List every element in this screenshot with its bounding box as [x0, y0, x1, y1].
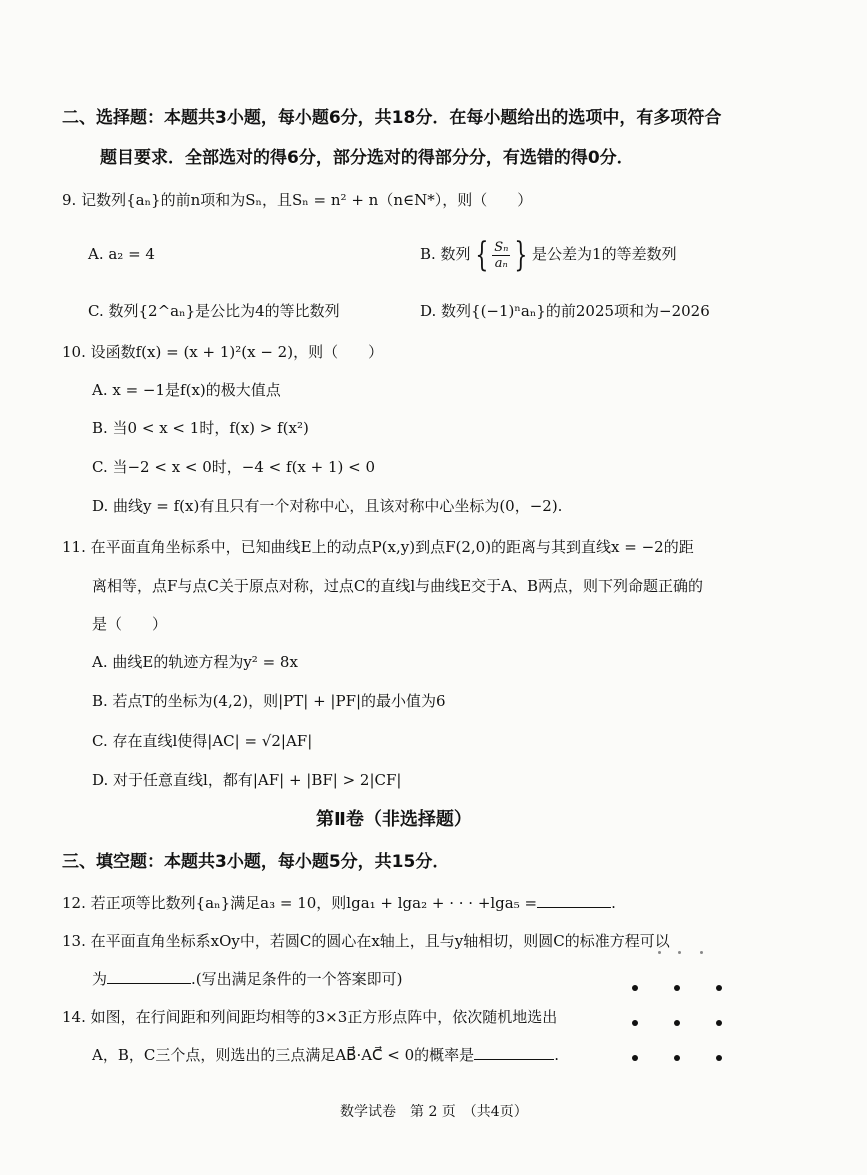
q14-suffix: .	[554, 1046, 559, 1064]
q10-stem: 10. 设函数f(x) = (x + 1)²(x − 2)，则（ ）	[62, 343, 384, 361]
lattice-dot	[674, 1055, 680, 1061]
lattice-dot	[716, 1020, 722, 1026]
q11-option-c: C. 存在直线l使得|AC| = √2|AF|	[92, 732, 313, 750]
lattice-dot	[632, 1055, 638, 1061]
lattice-dot	[632, 985, 638, 991]
part2-title: 第Ⅱ卷（非选择题）	[316, 809, 472, 830]
q10-option-d: D. 曲线y = f(x)有且只有一个对称中心，且该对称中心坐标为(0，−2).	[92, 497, 563, 515]
q12-text	[62, 893, 616, 913]
q11-option-b: B. 若点T的坐标为(4,2)，则|PT| + |PF|的最小值为6	[92, 692, 446, 710]
q9-option-a: A. a₂ = 4	[88, 245, 155, 263]
q9-option-d: D. 数列{(−1)ⁿaₙ}的前2025项和为−2026	[420, 302, 710, 320]
q11-option-d: D. 对于任意直线l，都有|AF| + |BF| > 2|CF|	[92, 771, 402, 789]
q13-answer-blank	[107, 969, 191, 984]
q9-stem: 9. 记数列{aₙ}的前n项和为Sₙ，且Sₙ = n² + n（n∈N*），则（ ）	[62, 191, 533, 209]
lattice-dot	[632, 1020, 638, 1026]
scan-speck	[700, 951, 703, 954]
q12-stem: 12. 若正项等比数列{aₙ}满足a₃ = 10，则lga₁ + lga₂ + · · · +lga₅ =	[62, 894, 538, 912]
q12-answer-blank	[537, 893, 611, 908]
q11-stem-line2: 离相等，点F与点C关于原点对称，过点C的直线l与曲线E交于A、B两点，则下列命题正确的	[92, 577, 703, 595]
lattice-dot	[716, 1055, 722, 1061]
q9-option-b-suffix: 是公差为1的等差数列	[532, 245, 677, 263]
q10-option-c: C. 当−2 < x < 0时，−4 < f(x + 1) < 0	[92, 458, 376, 476]
section2-heading-line1: 二、选择题：本题共3小题，每小题6分，共18分．在每小题给出的选项中，有多项符合	[62, 108, 722, 128]
q11-option-a: A. 曲线E的轨迹方程为y² = 8x	[92, 653, 298, 671]
section3-heading: 三、填空题：本题共3小题，每小题5分，共15分．	[62, 852, 450, 872]
page-footer: 数学试卷 第 2 页 （共4页）	[340, 1104, 528, 1120]
q11-stem-line3: 是（ ）	[92, 615, 168, 633]
q10-option-a: A. x = −1是f(x)的极大值点	[92, 381, 281, 399]
q9-option-b	[420, 235, 677, 275]
q9-option-c: C. 数列{2^aₙ}是公比为4的等比数列	[88, 302, 340, 320]
q13-suffix: .(写出满足条件的一个答案即可)	[191, 970, 403, 988]
q14-stem-line2	[92, 1045, 559, 1065]
q13-prefix: 为	[92, 970, 108, 988]
lattice-dot	[716, 985, 722, 991]
section2-heading-line2: 题目要求．全部选对的得6分，部分选对的得部分分，有选错的得0分．	[100, 148, 634, 168]
q14-stem-line1: 14. 如图，在行间距和列间距均相等的3×3正方形点阵中，依次随机地选出	[62, 1008, 558, 1026]
fraction-denominator: aₙ	[494, 255, 508, 271]
q11-stem-line1: 11. 在平面直角坐标系中，已知曲线E上的动点P(x,y)到点F(2,0)的距离与其到直线x = −2的距	[62, 538, 694, 556]
left-brace: {	[474, 235, 488, 275]
q14-prefix: A，B，C三个点，则选出的三点满足AB⃗·AC⃗ < 0的概率是	[92, 1046, 475, 1064]
fraction-numerator: Sₙ	[494, 239, 509, 255]
scan-speck	[678, 951, 681, 954]
q14-answer-blank	[474, 1045, 554, 1060]
lattice-dot	[674, 985, 680, 991]
scan-speck	[658, 951, 661, 954]
q13-stem-line1: 13. 在平面直角坐标系xOy中，若圆C的圆心在x轴上，且与y轴相切，则圆C的标准方程可以	[62, 932, 670, 950]
q12-end: .	[611, 894, 616, 912]
q9-option-b-prefix: B. 数列	[420, 245, 471, 263]
right-brace: }	[514, 235, 528, 275]
q13-stem-line2	[92, 969, 403, 989]
fraction-sn-over-an	[492, 240, 510, 271]
q10-option-b: B. 当0 < x < 1时，f(x) > f(x²)	[92, 419, 309, 437]
lattice-dot	[674, 1020, 680, 1026]
